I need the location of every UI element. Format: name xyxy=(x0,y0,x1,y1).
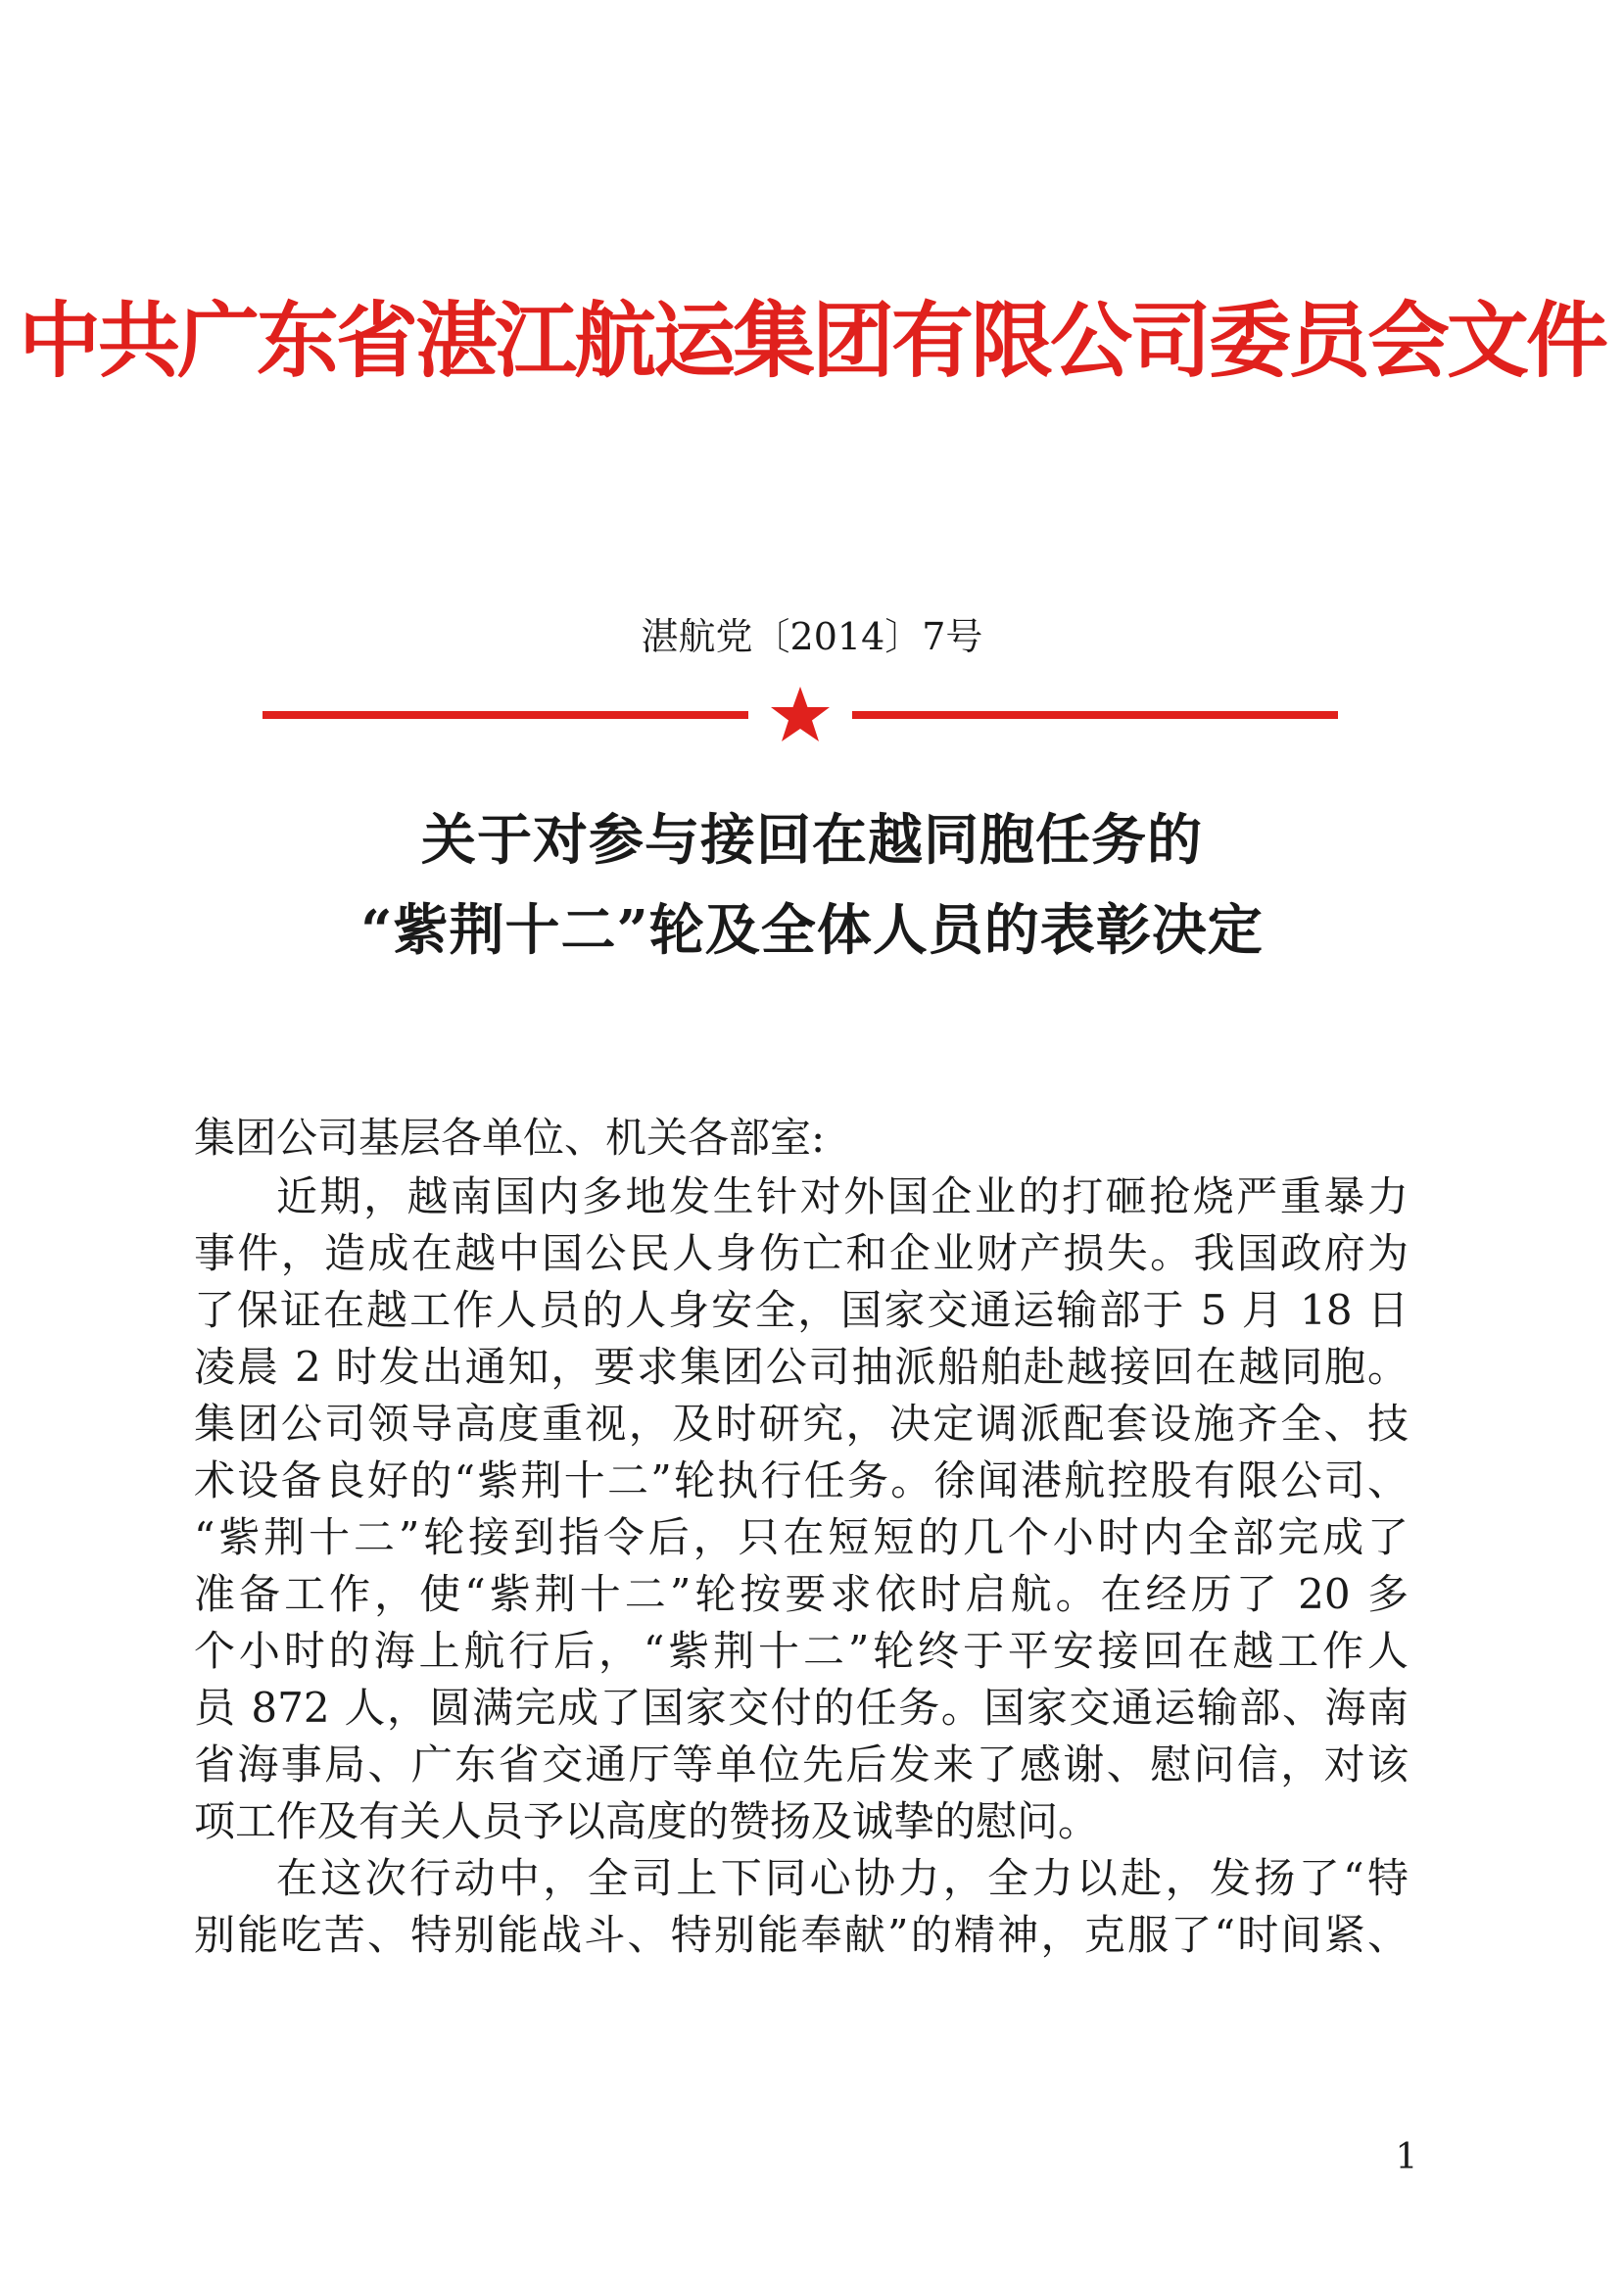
salutation-text: 集团公司基层各单位、机关各部室: xyxy=(194,1114,826,1162)
masthead: 中共广东省湛江航运集团有限公司委员会文件 xyxy=(18,292,1605,389)
text-line: 在这次行动中，全司上下同心协力，全力以赴，发扬了“特 xyxy=(276,1854,1409,1902)
separator-line-left xyxy=(263,711,748,719)
text-line: 项工作及有关人员予以高度的赞扬及诚挚的慰问。 xyxy=(194,1797,1100,1845)
document-title-line-2: “紫荆十二”轮及全体人员的表彰决定 xyxy=(360,898,1264,963)
text-line: 了保证在越工作人员的人身安全，国家交通运输部于 5 月 18 日 xyxy=(194,1286,1409,1334)
red-star-icon xyxy=(766,686,835,744)
text-line: 集团公司领导高度重视，及时研究，决定调派配套设施齐全、技 xyxy=(194,1400,1409,1448)
paragraph-2 xyxy=(194,1850,1409,1964)
text-line: 凌晨 2 时发出通知，要求集团公司抽派船舶赴越接回在越同胞。 xyxy=(194,1343,1409,1391)
separator-line-right xyxy=(852,711,1338,719)
red-separator xyxy=(263,686,1338,744)
text-line: 准备工作，使“紫荆十二”轮按要求依时启航。在经历了 20 多 xyxy=(194,1570,1409,1618)
page-number: 1 xyxy=(1395,2137,1418,2177)
text-line: 事件，造成在越中国公民人身伤亡和企业财产损失。我国政府为 xyxy=(194,1229,1409,1277)
text-line: 个小时的海上航行后，“紫荆十二”轮终于平安接回在越工作人 xyxy=(194,1627,1409,1675)
text-line: 近期，越南国内多地发生针对外国企业的打砸抢烧严重暴力 xyxy=(276,1172,1409,1220)
salutation xyxy=(194,1110,1409,1167)
text-line: 省海事局、广东省交通厅等单位先后发来了感谢、慰问信，对该 xyxy=(194,1740,1409,1788)
text-line: 员 872 人，圆满完成了国家交付的任务。国家交通运输部、海南 xyxy=(194,1684,1409,1732)
document-number: 湛航党〔2014〕7号 xyxy=(641,615,983,658)
text-line: 术设备良好的“紫荆十二”轮执行任务。徐闻港航控股有限公司、 xyxy=(194,1456,1409,1504)
text-line: 别能吃苦、特别能战斗、特别能奉献”的精神，克服了“时间紧、 xyxy=(194,1911,1409,1959)
document-title-line-1: 关于对参与接回在越同胞任务的 xyxy=(421,808,1203,873)
paragraph-1 xyxy=(194,1168,1409,1850)
text-line: “紫荆十二”轮接到指令后，只在短短的几个小时内全部完成了 xyxy=(194,1513,1409,1561)
